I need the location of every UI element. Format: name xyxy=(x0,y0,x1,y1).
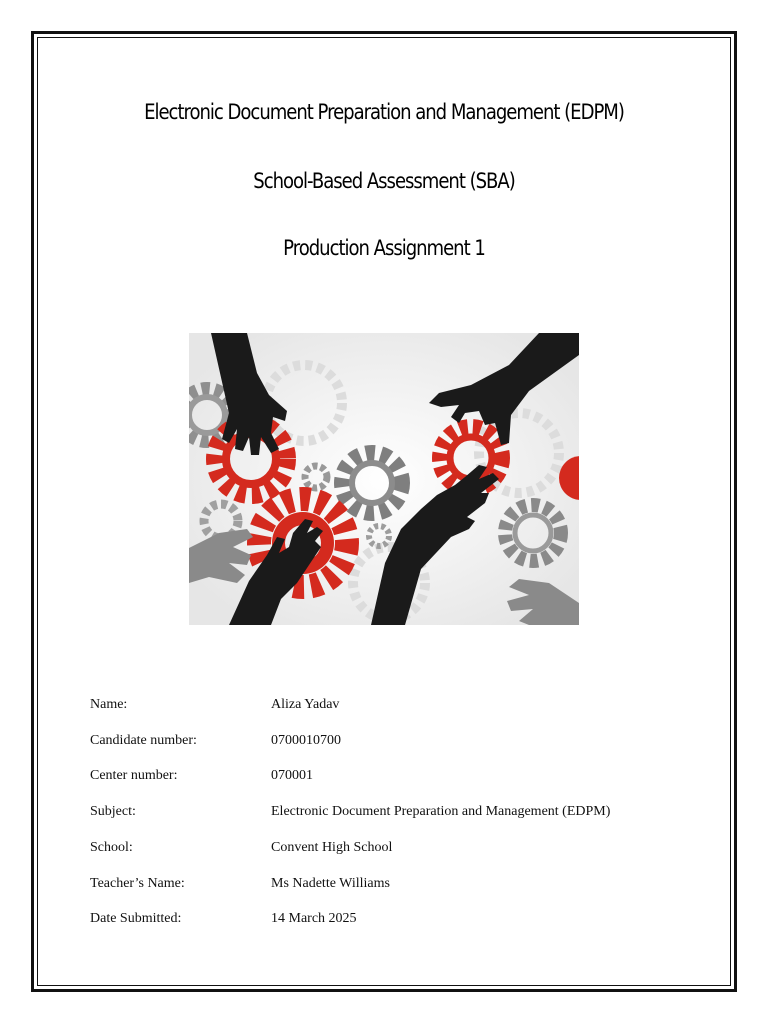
detail-value: Ms Nadette Williams xyxy=(271,876,390,891)
detail-label: Date Submitted: xyxy=(90,911,182,926)
detail-row-teacher-name xyxy=(0,876,768,900)
detail-label: Teacher’s Name: xyxy=(90,876,185,891)
detail-label: Center number: xyxy=(90,768,178,783)
detail-value: 0700010700 xyxy=(271,733,341,748)
detail-value: Convent High School xyxy=(271,840,393,855)
detail-label: Subject: xyxy=(90,804,136,819)
detail-value: Aliza Yadav xyxy=(271,697,340,712)
document-title: Electronic Document Preparation and Management (EDPM) xyxy=(144,100,624,124)
detail-value: 14 March 2025 xyxy=(271,911,357,926)
detail-value: Electronic Document Preparation and Management (EDPM) xyxy=(271,804,611,819)
detail-row-candidate-number xyxy=(0,733,768,757)
detail-row-date-submitted xyxy=(0,911,768,935)
detail-row-center-number xyxy=(0,768,768,792)
detail-label: Name: xyxy=(90,697,128,712)
document-subtitle: School-Based Assessment (SBA) xyxy=(253,169,515,193)
gears-and-hands-illustration xyxy=(189,333,579,625)
detail-row-name xyxy=(0,697,768,721)
detail-row-subject xyxy=(0,804,768,828)
detail-label: School: xyxy=(90,840,133,855)
detail-value: 070001 xyxy=(271,768,313,783)
assignment-title: Production Assignment 1 xyxy=(283,236,485,260)
detail-label: Candidate number: xyxy=(90,733,197,748)
detail-row-school xyxy=(0,840,768,864)
